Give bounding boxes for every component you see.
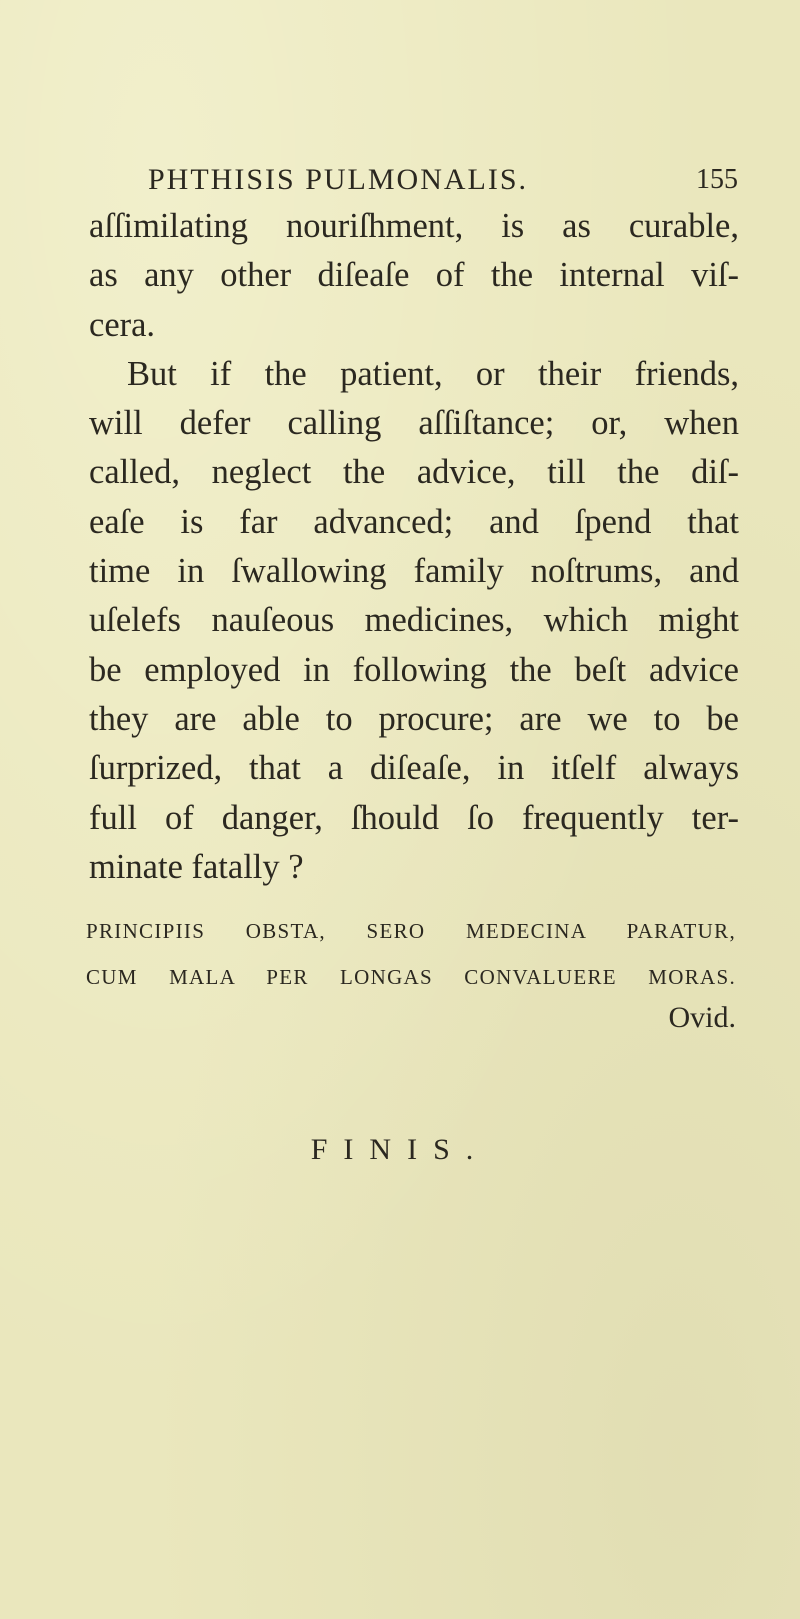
text-line: time in ſwallowing family noſtrums, and — [89, 552, 739, 591]
page-number: 155 — [696, 164, 738, 195]
text-line: they are able to procure; are we to be — [89, 699, 739, 738]
text-line: aſſimilating nouriſhment, is as curable, — [89, 207, 739, 245]
text-line: But if the patient, or their friends, — [127, 354, 739, 393]
text-line: minate fatally ? — [89, 847, 304, 886]
text-line: will defer calling aſſiſtance; or, when — [89, 404, 739, 443]
quotation-attribution: Ovid. — [668, 1001, 736, 1034]
text-line: be employed in following the beſt advice — [89, 650, 739, 689]
text-line: ſurprized, that a diſeaſe, in itſelf always — [89, 749, 739, 788]
body-paragraphs — [89, 202, 739, 892]
text-line: cera. — [89, 305, 156, 344]
finis-colophon: FINIS. — [310, 1133, 490, 1166]
quotation-line: PRINCIPIIS OBSTA, SERO MEDECINA PARATUR, — [86, 919, 736, 943]
running-title: PHTHISIS PULMONALIS. — [148, 163, 529, 196]
text-line: full of danger, ſhould ſo frequently ter- — [89, 798, 739, 837]
latin-quotation — [86, 908, 736, 1000]
text-line: eaſe is far advanced; and ſpend that — [89, 502, 739, 541]
running-header — [148, 160, 738, 200]
text-line: called, neglect the advice, till the diſ- — [89, 453, 739, 492]
text-line: uſelefs nauſeous medicines, which might — [89, 601, 739, 640]
quotation-line: CUM MALA PER LONGAS CONVALUERE MORAS. — [86, 965, 736, 989]
text-line: as any other diſeaſe of the internal viſ- — [89, 256, 739, 295]
